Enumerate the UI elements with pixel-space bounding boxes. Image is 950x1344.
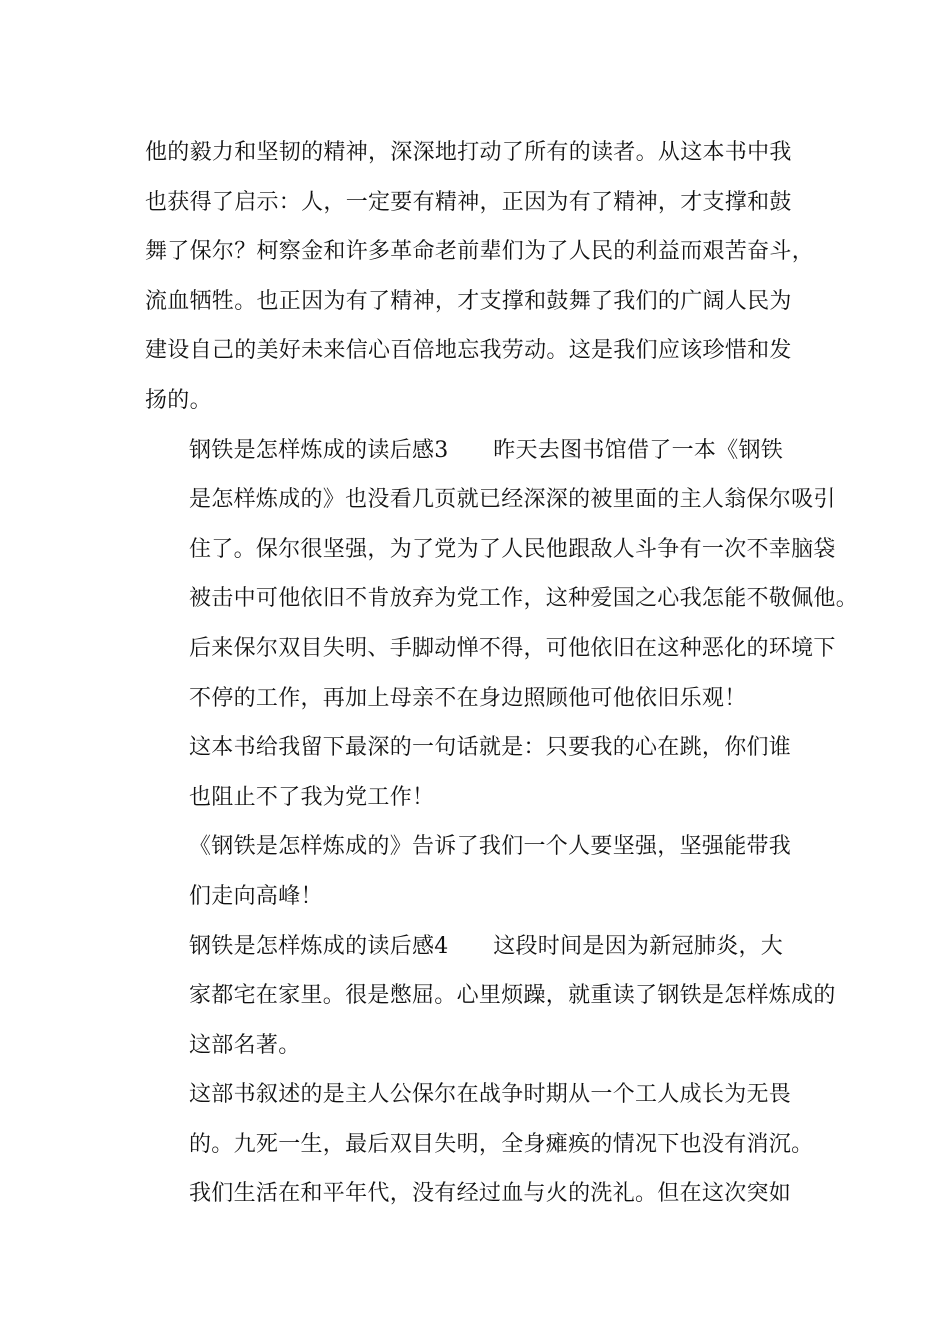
- text-line: 钢铁是怎样炼成的读后感4 这段时间是因为新冠肺炎，大: [189, 933, 784, 959]
- text-line: 这部名著。: [189, 1032, 301, 1058]
- text-line: 钢铁是怎样炼成的读后感3 昨天去图书馆借了一本《钢铁: [189, 437, 784, 463]
- text-line: 被击中可他依旧不肯放弃为党工作，这种爱国之心我怎能不敬佩他。: [189, 586, 859, 612]
- text-line: 扬的。: [145, 387, 212, 413]
- text-line: 是怎样炼成的》也没看几页就已经深深的被里面的主人翁保尔吸引: [189, 487, 836, 513]
- text-line: 舞了保尔？柯察金和许多革命老前辈们为了人民的利益而艰苦奋斗，: [145, 239, 815, 265]
- paragraph: [145, 1070, 825, 1169]
- paragraph: [145, 426, 859, 724]
- text-line: 建设自己的美好未来信心百倍地忘我劳动。这是我们应该珍惜和发: [145, 338, 792, 364]
- text-line: 我们生活在和平年代，没有经过血与火的洗礼。但在这次突如: [189, 1181, 792, 1207]
- text-line: 他的毅力和坚韧的精神，深深地打动了所有的读者。从这本书中我: [145, 140, 792, 165]
- text-line: 后来保尔双目失明、手脚动惮不得，可他依旧在这种恶化的环境下: [189, 635, 836, 661]
- paragraph: [145, 822, 825, 921]
- document-body: [145, 128, 859, 1219]
- text-line: 流血牺牲。也正因为有了精神，才支撑和鼓舞了我们的广阔人民为: [145, 288, 792, 314]
- text-line: 这本书给我留下最深的一句话就是：只要我的心在跳，你们谁: [189, 735, 792, 761]
- text-line: 住了。保尔很坚强，为了党为了人民他跟敌人斗争有一次不幸脑袋: [189, 536, 836, 562]
- text-line: 不停的工作，再加上母亲不在身边照顾他可他依旧乐观！: [189, 685, 747, 711]
- text-line: 《钢铁是怎样炼成的》告诉了我们一个人要坚强，坚强能带我: [189, 834, 792, 860]
- text-line: 的。九死一生，最后双目失明，全身瘫痪的情况下也没有消沉。: [189, 1131, 814, 1157]
- paragraph: [145, 128, 825, 426]
- text-line: 也阻止不了我为党工作！: [189, 784, 435, 810]
- paragraph: [145, 1169, 825, 1219]
- text-line: 这部书叙述的是主人公保尔在战争时期从一个工人成长为无畏: [189, 1082, 792, 1108]
- paragraph: [145, 723, 825, 822]
- text-line: 们走向高峰！: [189, 883, 323, 909]
- text-line: 家都宅在家里。很是憋屈。心里烦躁，就重读了钢铁是怎样炼成的: [189, 983, 836, 1009]
- paragraph: [145, 922, 836, 1071]
- text-line: 也获得了启示：人，一定要有精神，正因为有了精神，才支撑和鼓: [145, 189, 792, 215]
